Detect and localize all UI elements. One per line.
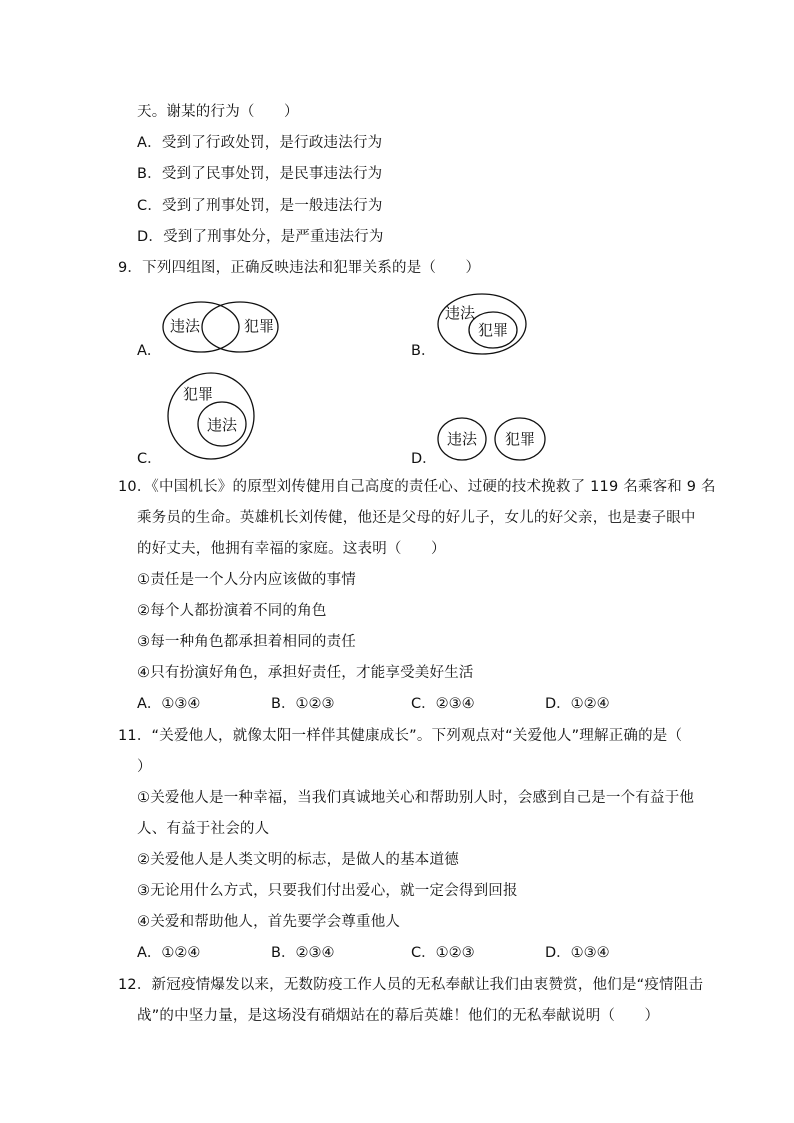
q11-statement-1b: 人、有益于社会的人 xyxy=(137,821,270,837)
q8-stem-tail: 天。谢某的行为（ ） xyxy=(137,104,299,120)
label-illegal: 违法 xyxy=(447,430,478,448)
q11-choice-d: D．①③④ xyxy=(545,945,610,961)
q8-option-d: D．受到了刑事处分，是严重违法行为 xyxy=(137,229,384,245)
q9-label-c: C． xyxy=(137,451,162,467)
q11-line-2: ） xyxy=(137,759,152,775)
q9-label-d: D． xyxy=(411,451,437,467)
q10-line-1: 10．《中国机长》的原型刘传健用自己高度的责任心、过硬的技术挽救了 119 名乘客和 9 名 xyxy=(118,479,716,495)
q11-statement-1a: ①关爱他人是一种幸福，当我们真诚地关心和帮助别人时，会感到自己是一个有益于他 xyxy=(137,790,695,806)
q9-label-b: B． xyxy=(411,343,436,359)
q11-choice-a: A．①②④ xyxy=(137,945,201,961)
q10-choice-b: B．①②③ xyxy=(271,696,335,712)
q8-option-c: C．受到了刑事处罚，是一般违法行为 xyxy=(137,198,383,214)
q12-line-2: 战”的中坚力量，是这场没有硝烟站在的幕后英雄！他们的无私奉献说明（ ） xyxy=(137,1008,660,1024)
diagram-b-crime-in-illegal xyxy=(436,292,536,358)
label-crime: 犯罪 xyxy=(478,321,509,339)
label-crime: 犯罪 xyxy=(183,385,214,403)
q10-statement-2: ②每个人都扮演着不同的角色 xyxy=(137,603,327,619)
q11-choice-b: B．②③④ xyxy=(271,945,335,961)
q12-line-1: 12．新冠疫情爆发以来，无数防疫工作人员的无私奉献让我们由衷赞赏，他们是“疫情阻击 xyxy=(118,977,704,993)
q11-line-1: 11．“关爱他人，就像太阳一样伴其健康成长”。下列观点对“关爱他人”理解正确的是（ xyxy=(118,728,683,744)
q8-option-b: B．受到了民事处罚，是民事违法行为 xyxy=(137,166,383,182)
diagram-a-venn-overlap xyxy=(158,298,288,358)
q10-statement-1: ①责任是一个人分内应该做的事情 xyxy=(137,572,356,588)
q11-choice-c: C．①②③ xyxy=(411,945,475,961)
q10-choice-a: A．①③④ xyxy=(137,696,201,712)
q10-statement-3: ③每一种角色都承担着相同的责任 xyxy=(137,634,356,650)
q11-statement-3: ③无论用什么方式，只要我们付出爱心，就一定会得到回报 xyxy=(137,883,518,899)
diagram-d-separate xyxy=(436,415,548,463)
label-crime: 犯罪 xyxy=(244,317,275,335)
diagram-c-illegal-in-crime xyxy=(163,372,263,462)
q10-line-3: 的好丈夫，他拥有幸福的家庭。这表明（ ） xyxy=(137,541,446,557)
q9-stem: 9．下列四组图，正确反映违法和犯罪关系的是（ ） xyxy=(118,260,481,276)
q11-statement-4: ④关爱和帮助他人，首先要学会尊重他人 xyxy=(137,914,401,930)
label-illegal: 违法 xyxy=(207,416,238,434)
q10-choice-d: D．①②④ xyxy=(545,696,610,712)
label-illegal: 违法 xyxy=(445,304,476,322)
q9-label-a: A． xyxy=(137,343,162,359)
q10-choice-c: C．②③④ xyxy=(411,696,475,712)
q10-line-2: 乘务员的生命。英雄机长刘传健，他还是父母的好儿子，女儿的好父亲，也是妻子眼中 xyxy=(137,510,696,526)
q11-statement-2: ②关爱他人是人类文明的标志，是做人的基本道德 xyxy=(137,852,459,868)
q8-option-a: A．受到了行政处罚，是行政违法行为 xyxy=(137,135,383,151)
label-illegal: 违法 xyxy=(170,317,201,335)
q10-statement-4: ④只有扮演好角色，承担好责任，才能享受美好生活 xyxy=(137,665,474,681)
label-crime: 犯罪 xyxy=(505,430,536,448)
